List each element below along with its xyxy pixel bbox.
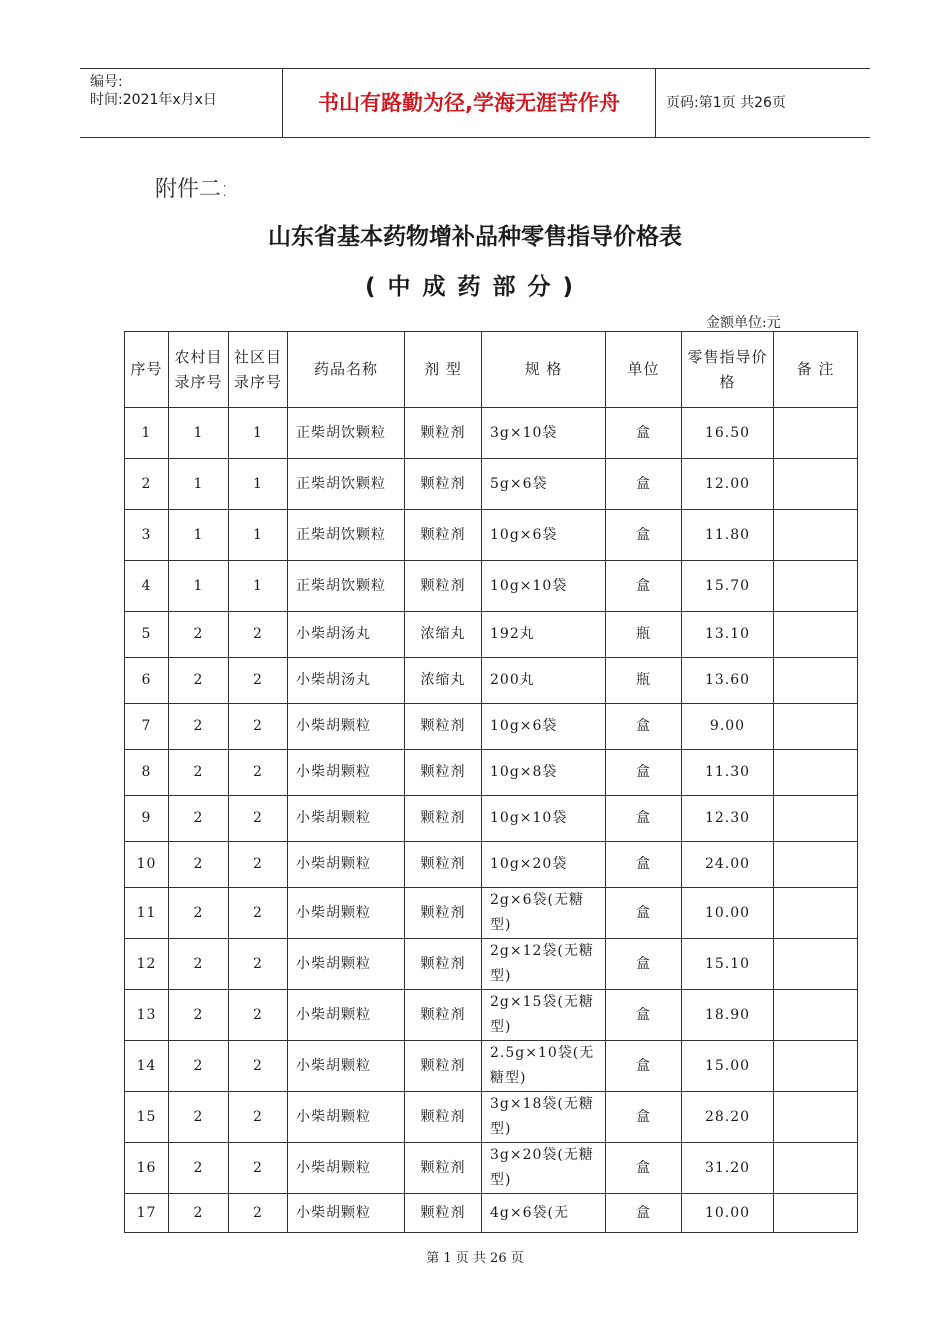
cell-rural: 2 bbox=[169, 990, 229, 1041]
cell-rural: 1 bbox=[169, 510, 229, 561]
unit-note: 金额单位:元 bbox=[706, 315, 781, 331]
cell-note bbox=[774, 1092, 858, 1143]
cell-spec: 2g×12袋(无糖型) bbox=[482, 939, 606, 990]
cell-seq: 4 bbox=[125, 561, 169, 612]
cell-unit: 盒 bbox=[606, 408, 682, 459]
cell-seq: 7 bbox=[125, 704, 169, 750]
cell-form: 颗粒剂 bbox=[405, 1143, 482, 1194]
cell-price: 16.50 bbox=[682, 408, 774, 459]
cell-spec: 10g×20袋 bbox=[482, 842, 606, 888]
cell-note bbox=[774, 612, 858, 658]
cell-name: 小柴胡颗粒 bbox=[288, 1092, 405, 1143]
table-row bbox=[125, 561, 858, 612]
cell-form: 浓缩丸 bbox=[405, 612, 482, 658]
table-row bbox=[125, 1092, 858, 1143]
cell-seq: 8 bbox=[125, 750, 169, 796]
cell-seq: 2 bbox=[125, 459, 169, 510]
cell-note bbox=[774, 939, 858, 990]
table-row bbox=[125, 842, 858, 888]
cell-rural: 2 bbox=[169, 704, 229, 750]
cell-note bbox=[774, 842, 858, 888]
cell-unit: 盒 bbox=[606, 1092, 682, 1143]
cell-seq: 12 bbox=[125, 939, 169, 990]
cell-unit: 盒 bbox=[606, 842, 682, 888]
cell-name: 正柴胡饮颗粒 bbox=[288, 459, 405, 510]
cell-name: 小柴胡颗粒 bbox=[288, 1143, 405, 1194]
col-unit-header: 单位 bbox=[606, 332, 682, 408]
cell-form: 颗粒剂 bbox=[405, 990, 482, 1041]
cell-name: 小柴胡颗粒 bbox=[288, 842, 405, 888]
cell-note bbox=[774, 990, 858, 1041]
header-meta bbox=[80, 69, 282, 137]
cell-seq: 3 bbox=[125, 510, 169, 561]
cell-unit: 盒 bbox=[606, 1041, 682, 1092]
page-footer: 第 1 页 共 26 页 bbox=[426, 1251, 524, 1266]
cell-form: 颗粒剂 bbox=[405, 510, 482, 561]
col-spec-header: 规 格 bbox=[482, 332, 606, 408]
cell-seq: 11 bbox=[125, 888, 169, 939]
table-row bbox=[125, 1041, 858, 1092]
cell-name: 小柴胡颗粒 bbox=[288, 704, 405, 750]
cell-note bbox=[774, 888, 858, 939]
cell-rural: 2 bbox=[169, 796, 229, 842]
cell-note bbox=[774, 459, 858, 510]
cell-community: 2 bbox=[229, 750, 288, 796]
cell-spec: 4g×6袋(无 bbox=[482, 1194, 606, 1233]
cell-spec: 3g×20袋(无糖型) bbox=[482, 1143, 606, 1194]
col-drug-name-header: 药品名称 bbox=[288, 332, 405, 408]
cell-spec: 10g×10袋 bbox=[482, 796, 606, 842]
cell-rural: 2 bbox=[169, 939, 229, 990]
cell-price: 31.20 bbox=[682, 1143, 774, 1194]
table-row bbox=[125, 612, 858, 658]
cell-unit: 盒 bbox=[606, 888, 682, 939]
cell-rural: 1 bbox=[169, 561, 229, 612]
cell-note bbox=[774, 750, 858, 796]
cell-community: 2 bbox=[229, 939, 288, 990]
cell-unit: 盒 bbox=[606, 1194, 682, 1233]
cell-note bbox=[774, 1194, 858, 1233]
table-row bbox=[125, 408, 858, 459]
cell-name: 小柴胡颗粒 bbox=[288, 990, 405, 1041]
cell-spec: 2.5g×10袋(无糖型) bbox=[482, 1041, 606, 1092]
table-row bbox=[125, 796, 858, 842]
cell-unit: 盒 bbox=[606, 510, 682, 561]
cell-form: 颗粒剂 bbox=[405, 1194, 482, 1233]
cell-note bbox=[774, 408, 858, 459]
cell-spec: 200丸 bbox=[482, 658, 606, 704]
cell-seq: 9 bbox=[125, 796, 169, 842]
cell-unit: 盒 bbox=[606, 459, 682, 510]
cell-price: 12.00 bbox=[682, 459, 774, 510]
cell-community: 1 bbox=[229, 510, 288, 561]
cell-price: 18.90 bbox=[682, 990, 774, 1041]
cell-community: 2 bbox=[229, 796, 288, 842]
header-page-info: 页码:第1页 共26页 bbox=[666, 95, 786, 111]
cell-rural: 2 bbox=[169, 1092, 229, 1143]
table-row bbox=[125, 990, 858, 1041]
cell-seq: 17 bbox=[125, 1194, 169, 1233]
cell-rural: 2 bbox=[169, 658, 229, 704]
table-row bbox=[125, 510, 858, 561]
cell-price: 12.30 bbox=[682, 796, 774, 842]
cell-price: 10.00 bbox=[682, 1194, 774, 1233]
cell-rural: 2 bbox=[169, 1041, 229, 1092]
cell-note bbox=[774, 704, 858, 750]
cell-form: 颗粒剂 bbox=[405, 1041, 482, 1092]
cell-price: 15.70 bbox=[682, 561, 774, 612]
cell-rural: 2 bbox=[169, 750, 229, 796]
cell-name: 小柴胡汤丸 bbox=[288, 612, 405, 658]
cell-rural: 1 bbox=[169, 459, 229, 510]
cell-spec: 192丸 bbox=[482, 612, 606, 658]
header-motto: 书山有路勤为径,学海无涯苦作舟 bbox=[282, 69, 656, 137]
cell-form: 颗粒剂 bbox=[405, 796, 482, 842]
cell-price: 15.10 bbox=[682, 939, 774, 990]
cell-note bbox=[774, 796, 858, 842]
cell-community: 2 bbox=[229, 658, 288, 704]
cell-rural: 2 bbox=[169, 1194, 229, 1233]
cell-unit: 盒 bbox=[606, 750, 682, 796]
cell-name: 小柴胡颗粒 bbox=[288, 796, 405, 842]
cell-unit: 瓶 bbox=[606, 612, 682, 658]
cell-seq: 15 bbox=[125, 1092, 169, 1143]
cell-community: 2 bbox=[229, 842, 288, 888]
cell-form: 颗粒剂 bbox=[405, 704, 482, 750]
cell-price: 10.00 bbox=[682, 888, 774, 939]
table-row bbox=[125, 939, 858, 990]
cell-rural: 2 bbox=[169, 888, 229, 939]
table-row bbox=[125, 459, 858, 510]
cell-rural: 2 bbox=[169, 842, 229, 888]
cell-community: 1 bbox=[229, 561, 288, 612]
cell-unit: 瓶 bbox=[606, 658, 682, 704]
table-row bbox=[125, 750, 858, 796]
header-time-label: 时间:2021年x月x日 bbox=[90, 92, 217, 108]
cell-community: 2 bbox=[229, 704, 288, 750]
cell-community: 2 bbox=[229, 888, 288, 939]
cell-price: 24.00 bbox=[682, 842, 774, 888]
price-table bbox=[124, 331, 858, 1233]
cell-rural: 1 bbox=[169, 408, 229, 459]
table-header-row bbox=[125, 332, 858, 408]
cell-price: 13.10 bbox=[682, 612, 774, 658]
cell-community: 2 bbox=[229, 1143, 288, 1194]
cell-note bbox=[774, 1143, 858, 1194]
cell-community: 2 bbox=[229, 1041, 288, 1092]
cell-price: 9.00 bbox=[682, 704, 774, 750]
col-community-seq-header: 社区目录序号 bbox=[229, 332, 288, 408]
cell-rural: 2 bbox=[169, 1143, 229, 1194]
cell-name: 小柴胡颗粒 bbox=[288, 888, 405, 939]
cell-spec: 3g×10袋 bbox=[482, 408, 606, 459]
cell-spec: 5g×6袋 bbox=[482, 459, 606, 510]
table-row bbox=[125, 1194, 858, 1233]
cell-spec: 2g×15袋(无糖型) bbox=[482, 990, 606, 1041]
cell-form: 颗粒剂 bbox=[405, 561, 482, 612]
cell-note bbox=[774, 1041, 858, 1092]
cell-unit: 盒 bbox=[606, 939, 682, 990]
cell-price: 13.60 bbox=[682, 658, 774, 704]
cell-spec: 10g×10袋 bbox=[482, 561, 606, 612]
cell-spec: 10g×6袋 bbox=[482, 704, 606, 750]
col-rural-seq-header: 农村目录序号 bbox=[169, 332, 229, 408]
header-number-label: 编号: bbox=[90, 74, 123, 90]
cell-community: 2 bbox=[229, 990, 288, 1041]
cell-spec: 10g×6袋 bbox=[482, 510, 606, 561]
cell-unit: 盒 bbox=[606, 1143, 682, 1194]
cell-name: 小柴胡颗粒 bbox=[288, 1041, 405, 1092]
cell-form: 颗粒剂 bbox=[405, 459, 482, 510]
annex-label: 附件二: bbox=[155, 177, 229, 202]
cell-form: 颗粒剂 bbox=[405, 750, 482, 796]
cell-unit: 盒 bbox=[606, 561, 682, 612]
table-row bbox=[125, 704, 858, 750]
cell-form: 颗粒剂 bbox=[405, 888, 482, 939]
cell-price: 28.20 bbox=[682, 1092, 774, 1143]
cell-name: 小柴胡颗粒 bbox=[288, 1194, 405, 1233]
cell-name: 小柴胡颗粒 bbox=[288, 750, 405, 796]
cell-name: 正柴胡饮颗粒 bbox=[288, 510, 405, 561]
document-header bbox=[80, 68, 870, 138]
cell-community: 1 bbox=[229, 459, 288, 510]
cell-unit: 盒 bbox=[606, 704, 682, 750]
cell-form: 颗粒剂 bbox=[405, 939, 482, 990]
page-subtitle: (中成药部分) bbox=[364, 274, 586, 300]
cell-price: 11.80 bbox=[682, 510, 774, 561]
cell-name: 小柴胡颗粒 bbox=[288, 939, 405, 990]
cell-spec: 3g×18袋(无糖型) bbox=[482, 1092, 606, 1143]
table-body bbox=[125, 408, 858, 1233]
cell-form: 浓缩丸 bbox=[405, 658, 482, 704]
col-seq-header: 序号 bbox=[125, 332, 169, 408]
cell-seq: 10 bbox=[125, 842, 169, 888]
cell-form: 颗粒剂 bbox=[405, 1092, 482, 1143]
page-title: 山东省基本药物增补品种零售指导价格表 bbox=[268, 224, 682, 250]
cell-community: 2 bbox=[229, 612, 288, 658]
cell-note bbox=[774, 561, 858, 612]
cell-price: 15.00 bbox=[682, 1041, 774, 1092]
cell-unit: 盒 bbox=[606, 796, 682, 842]
cell-community: 2 bbox=[229, 1092, 288, 1143]
cell-community: 1 bbox=[229, 408, 288, 459]
cell-note bbox=[774, 510, 858, 561]
cell-seq: 13 bbox=[125, 990, 169, 1041]
table-row bbox=[125, 1143, 858, 1194]
cell-seq: 5 bbox=[125, 612, 169, 658]
cell-name: 小柴胡汤丸 bbox=[288, 658, 405, 704]
table-row bbox=[125, 658, 858, 704]
cell-form: 颗粒剂 bbox=[405, 408, 482, 459]
cell-rural: 2 bbox=[169, 612, 229, 658]
cell-note bbox=[774, 658, 858, 704]
cell-spec: 10g×8袋 bbox=[482, 750, 606, 796]
cell-form: 颗粒剂 bbox=[405, 842, 482, 888]
cell-seq: 1 bbox=[125, 408, 169, 459]
cell-spec: 2g×6袋(无糖型) bbox=[482, 888, 606, 939]
cell-seq: 14 bbox=[125, 1041, 169, 1092]
cell-price: 11.30 bbox=[682, 750, 774, 796]
cell-unit: 盒 bbox=[606, 990, 682, 1041]
cell-name: 正柴胡饮颗粒 bbox=[288, 408, 405, 459]
col-dosage-form-header: 剂 型 bbox=[405, 332, 482, 408]
cell-name: 正柴胡饮颗粒 bbox=[288, 561, 405, 612]
table-row bbox=[125, 888, 858, 939]
col-retail-price-header: 零售指导价格 bbox=[682, 332, 774, 408]
cell-seq: 6 bbox=[125, 658, 169, 704]
col-note-header: 备 注 bbox=[774, 332, 858, 408]
cell-seq: 16 bbox=[125, 1143, 169, 1194]
cell-community: 2 bbox=[229, 1194, 288, 1233]
